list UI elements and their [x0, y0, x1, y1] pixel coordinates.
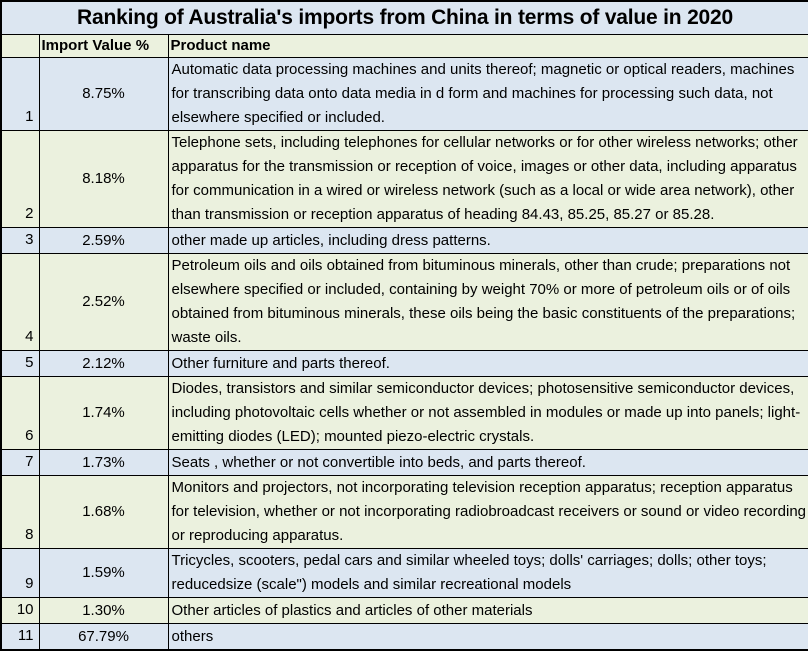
table-row [1, 476, 808, 549]
rank-cell: 5 [1, 351, 39, 377]
table-row [1, 228, 808, 254]
table-row [1, 131, 808, 228]
product-cell: others [168, 624, 808, 651]
table-row [1, 598, 808, 624]
product-cell: Monitors and projectors, not incorporating television reception apparatus; reception apparatus for television, whether or not incorporating radiobroadcast receivers or sound or video recording or reproducing apparatus. [168, 476, 808, 549]
header-row [1, 35, 808, 58]
rank-cell: 7 [1, 450, 39, 476]
import-value-cell: 1.74% [39, 377, 168, 450]
import-value-cell: 1.68% [39, 476, 168, 549]
product-cell: Other furniture and parts thereof. [168, 351, 808, 377]
table-row [1, 377, 808, 450]
table-row [1, 351, 808, 377]
rank-cell: 10 [1, 598, 39, 624]
page-title: Ranking of Australia's imports from China in terms of value in 2020 [1, 1, 808, 35]
rank-cell: 11 [1, 624, 39, 651]
title-row [1, 1, 808, 35]
product-cell: Automatic data processing machines and units thereof; magnetic or optical readers, machines for transcribing data onto data media in d form and machines for processing such data, not elsewhere specified or included. [168, 58, 808, 131]
header-cell-import-value: Import Value % [39, 35, 168, 58]
table-row [1, 58, 808, 131]
import-value-cell: 8.75% [39, 58, 168, 131]
import-value-cell: 2.52% [39, 254, 168, 351]
table-row [1, 254, 808, 351]
product-cell: Diodes, transistors and similar semiconductor devices; photosensitive semiconductor devices, including photovoltaic cells whether or not assembled in modules or made up into panels; light-emitting diodes (LED); mounted piezo-electric crystals. [168, 377, 808, 450]
product-cell: Other articles of plastics and articles of other materials [168, 598, 808, 624]
rank-cell: 9 [1, 549, 39, 598]
import-value-cell: 1.30% [39, 598, 168, 624]
import-value-cell: 1.73% [39, 450, 168, 476]
table-body [1, 1, 808, 650]
import-value-cell: 2.12% [39, 351, 168, 377]
rank-cell: 3 [1, 228, 39, 254]
header-cell-product-name: Product name [168, 35, 808, 58]
product-cell: Petroleum oils and oils obtained from bituminous minerals, other than crude; preparations not elsewhere specified or included, containing by weight 70% or more of petroleum oils or of oils obtained from bituminous minerals, these oils being the basic constituents of the preparations; waste oils. [168, 254, 808, 351]
product-cell: Telephone sets, including telephones for cellular networks or for other wireless networks; other apparatus for the transmission or reception of voice, images or other data, including apparatus for communication in a wired or wireless network (such as a local or wide area network), other than transmission or reception apparatus of heading 84.43, 85.25, 85.27 or 85.28. [168, 131, 808, 228]
import-value-cell: 2.59% [39, 228, 168, 254]
rank-cell: 6 [1, 377, 39, 450]
rank-cell: 1 [1, 58, 39, 131]
rank-cell: 2 [1, 131, 39, 228]
product-cell: other made up articles, including dress patterns. [168, 228, 808, 254]
import-value-cell: 1.59% [39, 549, 168, 598]
import-value-cell: 67.79% [39, 624, 168, 651]
table-row [1, 624, 808, 651]
import-value-cell: 8.18% [39, 131, 168, 228]
header-cell-rank [1, 35, 39, 58]
table-row [1, 450, 808, 476]
table-row [1, 549, 808, 598]
rank-cell: 4 [1, 254, 39, 351]
product-cell: Tricycles, scooters, pedal cars and similar wheeled toys; dolls' carriages; dolls; other toys; reducedsize (scale") models and similar recreational models [168, 549, 808, 598]
rank-cell: 8 [1, 476, 39, 549]
product-cell: Seats , whether or not convertible into beds, and parts thereof. [168, 450, 808, 476]
